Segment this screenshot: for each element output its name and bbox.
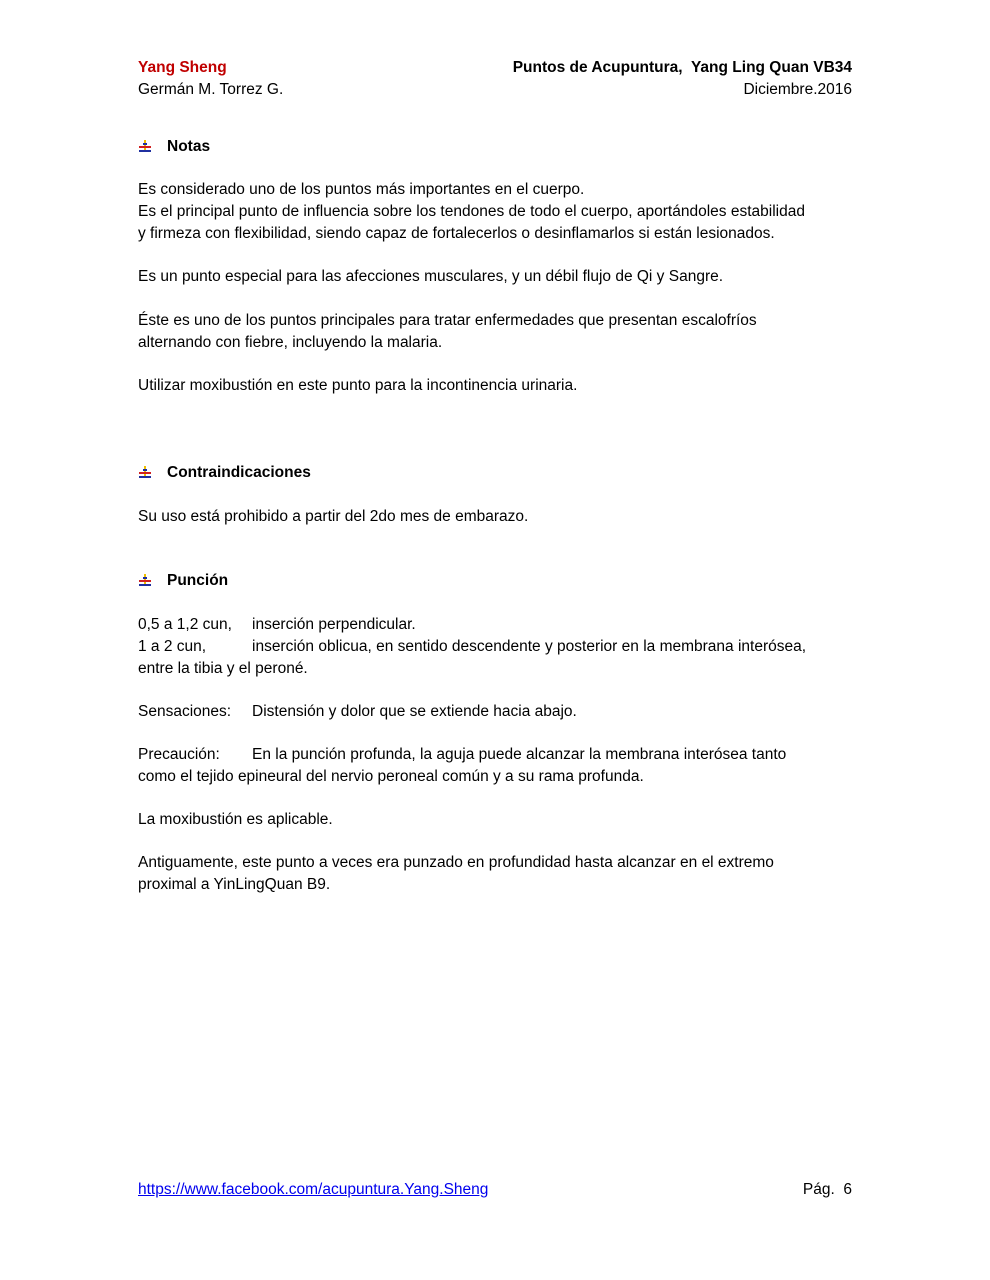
contraindicaciones-paragraph (138, 506, 852, 528)
puncion-row-text: inserción perpendicular. (252, 616, 416, 633)
puncion-row-label: 1 a 2 cun, (138, 637, 207, 655)
notas-paragraph-3 (138, 310, 852, 354)
header-date: Diciembre.2016 (743, 81, 852, 98)
puncion-heading: Punción (167, 572, 229, 589)
notas-heading: Notas (167, 138, 211, 155)
sensaciones-text: Distensión y dolor que se extiende hacia abajo. (252, 703, 577, 720)
puncion-row-1 (138, 614, 852, 636)
section-heading-notas (138, 136, 210, 158)
notas-paragraph-2 (138, 266, 852, 288)
contraindicaciones-text: Su uso está prohibido a partir del 2do mes de embarazo. (138, 508, 529, 525)
puncion-depth-block (138, 614, 852, 679)
precaucion-text: En la punción profunda, la aguja puede alcanzar la membrana interósea tanto (252, 746, 787, 763)
notas-line: Es considerado uno de los puntos más importantes en el cuerpo. (138, 181, 585, 198)
antiguamente-line: proximal a YinLingQuan B9. (138, 875, 331, 893)
header-row-1 (138, 57, 852, 79)
precaucion-block (138, 744, 852, 788)
moxibustion-text: La moxibustión es aplicable. (138, 811, 333, 828)
contraindicaciones-heading: Contraindicaciones (167, 464, 311, 481)
sensaciones-block (138, 701, 852, 723)
puncion-row-text: inserción oblicua, en sentido descendente y posterior en la membrana interósea, (252, 637, 807, 655)
precaucion-row (138, 744, 852, 766)
notas-line: Éste es uno de los puntos principales para tratar enfermedades que presentan escalofríos (138, 312, 757, 329)
header-row-2 (138, 79, 852, 101)
header-brand: Yang Sheng (138, 59, 227, 76)
puncion-row-2 (138, 636, 852, 658)
notas-line: Es un punto especial para las afecciones musculares, y un débil flujo de Qi y Sangre. (138, 268, 724, 285)
antiguamente-line: Antiguamente, este punto a veces era punzado en profundidad hasta alcanzar en el extremo (138, 854, 774, 871)
sensaciones-label: Sensaciones: (138, 703, 232, 720)
bullet-icon (138, 574, 152, 588)
section-heading-puncion (138, 570, 228, 592)
section-heading-contraindicaciones (138, 462, 311, 484)
notas-paragraph-4 (138, 375, 852, 397)
notas-line: y firmeza con flexibilidad, siendo capaz de fortalecerlos o desinflamarlos si están lesionados. (138, 224, 775, 242)
moxibustion-paragraph (138, 809, 852, 831)
notas-line: alternando con fiebre, incluyendo la malaria. (138, 333, 443, 351)
notas-line: Es el principal punto de influencia sobre los tendones de todo el cuerpo, aportándoles estabilidad (138, 202, 805, 220)
sensaciones-row (138, 701, 852, 723)
precaucion-label: Precaución: (138, 746, 220, 763)
antiguamente-paragraph (138, 852, 852, 896)
puncion-row-continuation: entre la tibia y el peroné. (138, 659, 308, 677)
footer-row (138, 1179, 852, 1201)
document-page (138, 0, 852, 1280)
puncion-row-label: 0,5 a 1,2 cun, (138, 616, 232, 633)
notas-line: Utilizar moxibustión en este punto para la incontinencia urinaria. (138, 377, 578, 394)
page-number: Pág. 6 (802, 1181, 852, 1198)
bullet-icon (138, 140, 152, 154)
facebook-link[interactable]: https://www.facebook.com/acupuntura.Yang.Sheng (138, 1181, 489, 1198)
header-title: Puntos de Acupuntura, Yang Ling Quan VB34 (512, 59, 852, 76)
precaucion-continuation: como el tejido epineural del nervio peroneal común y a su rama profunda. (138, 767, 644, 785)
header-author: Germán M. Torrez G. (138, 81, 284, 98)
notas-paragraph-1 (138, 179, 852, 244)
bullet-icon (138, 466, 152, 480)
